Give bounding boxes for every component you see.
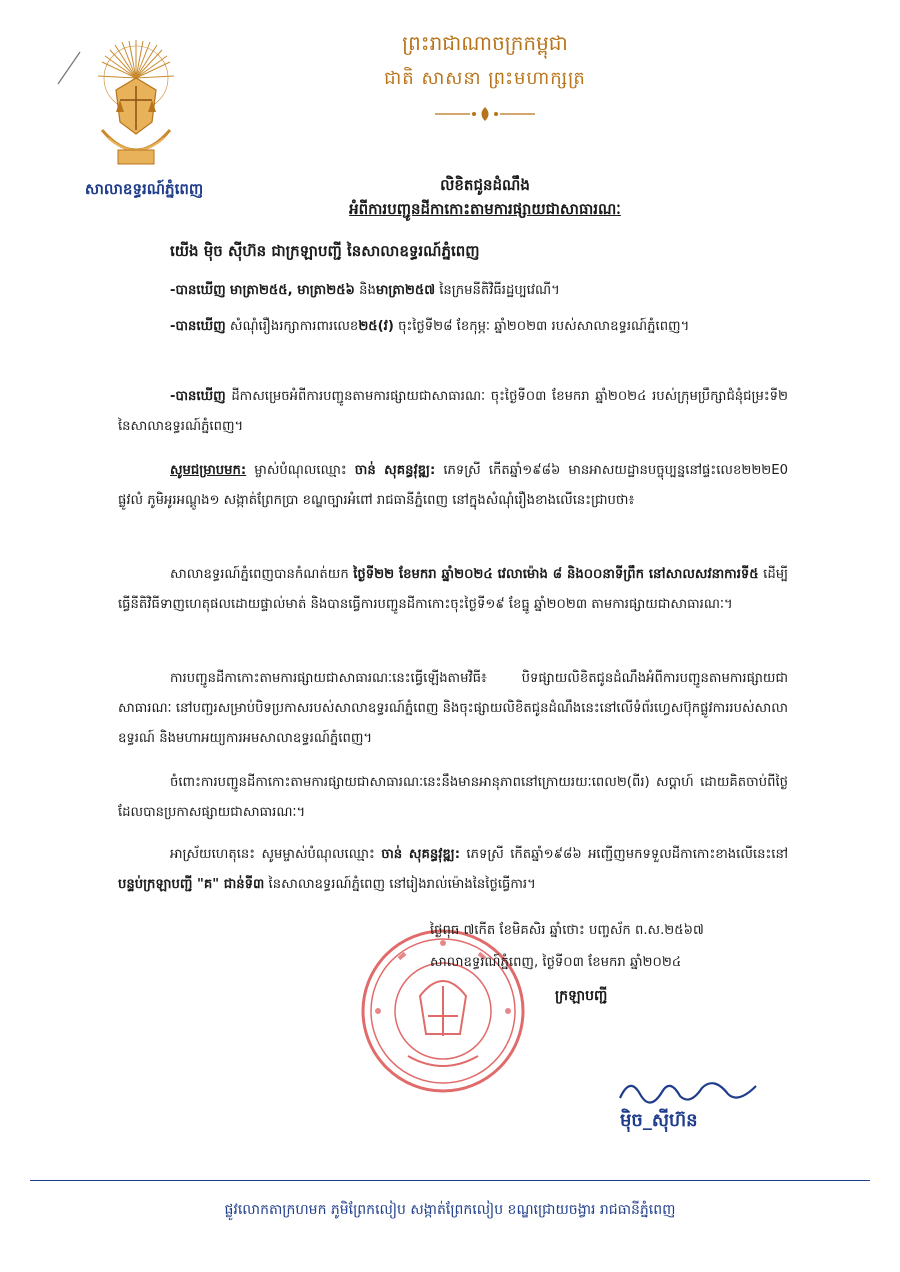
court-emblem <box>78 30 194 180</box>
and-word: និង <box>359 283 376 298</box>
hearing-purpose: ដើម្បីធ្វើនីតិវិធីទាញហេតុផលដោយផ្ទាល់មាត់ និងបានធ្វើការបញ្ជូនដីកាកោះចុះថ្ងៃទី១៩ ខែធ្នូ ឆ្នាំ២០២៣ តាមការផ្សាយជាសាធារណៈ។ <box>118 567 788 612</box>
pen-mark <box>54 48 84 88</box>
paragraph-seen-articles <box>118 276 788 306</box>
seen-label: -បានឃើញ <box>170 283 226 298</box>
paragraph-effect <box>118 768 788 828</box>
kingdom-heading: ព្រះរាជាណាចក្រកម្ពុជា <box>402 31 568 55</box>
seen-label: -បានឃើញ <box>170 319 226 334</box>
official-seal <box>358 926 528 1096</box>
ornament-divider <box>430 104 540 124</box>
decision-text: ដីកាសម្រេចអំពីការបញ្ជូនតាមការផ្សាយជាសាធារណៈ ចុះថ្ងៃទី០៣ ខែមករា ឆ្នាំ២០២៤ របស់ក្រុមប្រឹក្សាជំនុំជម្រះទី២ នៃសាលាឧទ្ធរណ៍ភ្នំពេញ។ <box>118 389 788 434</box>
effect-text: ចំពោះការបញ្ជូនដីកាកោះតាមការផ្សាយជាសាធារណៈនេះនឹងមានអានុភាពនៅក្រោយរយៈពេល២(ពីរ) សប្តាហ៍ ដោយគិតចាប់ពីថ្ងៃដែលបានប្រកាសផ្សាយជាសាធារណៈ។ <box>118 775 788 820</box>
hearing-datetime: ថ្ងៃទី២២ ខែមករា ឆ្នាំ២០២៤ វេលាម៉ោង ៨ និង០០នាទីព្រឹក នៅសាលសវនាការទី៥ <box>353 567 759 582</box>
paragraph-notification <box>118 456 788 516</box>
paragraph-seen-decision <box>118 382 788 442</box>
document-title: លិខិតជូនដំណឹង <box>440 176 530 194</box>
signer-name: ម៉ិច_ស៊ីហ៊ន <box>620 1110 698 1131</box>
creditor-details: ភេទស្រី កើតឆ្នាំ១៩៨៦ មានអាសយដ្ឋានបច្ចុប្បន្ននៅផ្ទះលេខ២២២E0 ផ្លូវលំ ភូមិអូរអណ្ដូង១ សង្កាត់ព្រែកប្រា ខណ្ឌច្បារអំពៅ រាជធានីភ្នំពេញ នៅក្នុងសំណុំរឿងខាងលើនេះជ្រាបថា៖ <box>118 463 788 508</box>
case-text: សំណុំរឿងរក្សាការពារលេខ <box>229 319 359 334</box>
footer-address: ផ្លូវលោកតាក្រហមក ភូមិព្រែកលៀប សង្កាត់ព្រែកលៀប ខណ្ឌជ្រោយចង្វារ រាជធានីភ្នំពេញ <box>224 1202 676 1218</box>
clerk-office: បន្ទប់ក្រឡាបញ្ជី "គ" ជាន់ទី៣ <box>118 877 265 892</box>
court-name: សាលាឧទ្ធរណ៍ភ្នំពេញ <box>84 180 204 198</box>
seen-label: -បានឃើញ <box>170 389 226 404</box>
document-subtitle: អំពីការបញ្ជូនដីកាកោះតាមការផ្សាយជាសាធារណៈ <box>349 200 621 218</box>
invitation-details: ភេទស្រី កើតឆ្នាំ១៩៨៦ អញ្ជើញមកទទួលដីកាកោះខាងលើនេះនៅ <box>466 847 788 862</box>
article-257: មាត្រា២៥៧ <box>375 283 436 298</box>
paragraph-invitation <box>118 840 788 900</box>
articles-ref: មាត្រា២៥៥, មាត្រា២៥៦ <box>229 283 355 298</box>
creditor-label: ម្ចាស់បំណុលឈ្មោះ <box>254 463 347 478</box>
creditor-name: ចាន់ សុគន្ធវុឌ្ឍ: <box>381 847 460 862</box>
paragraph-seen-case <box>118 312 788 342</box>
signature-stroke <box>610 1070 770 1110</box>
invitation-tail: នៃសាលាឧទ្ធរណ៍ភ្នំពេញ នៅរៀងរាល់ម៉ោងនៃថ្ងៃធ្វើការ។ <box>268 877 536 892</box>
signature <box>610 1070 770 1140</box>
case-number: ២៥(វ) <box>358 319 394 334</box>
method-text: ការបញ្ជូនដីកាកោះតាមការផ្សាយជាសាធារណៈនេះធ្វើឡើងតាមវិធី៖ បិទផ្សាយលិខិតជូនដំណឹងអំពីការបញ្ជូនតាមការផ្សាយជាសាធារណៈ នៅបញ្ជរសម្រាប់បិទប្រកាសរបស់សាលាឧទ្ធរណ៍ភ្នំពេញ និងចុះផ្សាយលិខិតជូនដំណឹងនេះនៅលើទំព័រហ្វេសប៊ុកផ្លូវការរបស់សាលាឧទ្ធរណ៍ និងមហាអយ្យការអមសាលាឧទ្ធរណ៍ភ្នំពេញ។ <box>118 671 788 746</box>
paragraph-hearing <box>118 560 788 620</box>
invitation-intro: អាស្រ័យហេតុនេះ សូមម្ចាស់បំណុលឈ្មោះ <box>170 847 375 862</box>
hearing-intro: សាលាឧទ្ធរណ៍ភ្នំពេញបានកំណត់យក <box>170 567 349 582</box>
signer-title: ក្រឡាបញ្ជី <box>555 988 608 1004</box>
lunar-date: ថ្ងៃពុធ ៧កើត ខែមិគសិរ ឆ្នាំថោះ បញ្ចស័ក ព.ស.២៥៦៧ <box>430 923 704 938</box>
paragraph-method <box>118 664 788 754</box>
place-date: សាលាឧទ្ធរណ៍ភ្នំពេញ, ថ្ងៃទី០៣ ខែមករា ឆ្នាំ២០២៤ <box>430 955 682 970</box>
civil-code-ref: នៃក្រមនីតិវិធីរដ្ឋប្បវេណី។ <box>439 283 560 298</box>
notify-label: សូមជម្រាបមក: <box>170 463 247 478</box>
footer-divider <box>30 1180 870 1181</box>
case-date: ចុះថ្ងៃទី២៨ ខែកុម្ភៈ ឆ្នាំ២០២៣ របស់សាលាឧទ្ធរណ៍ភ្នំពេញ។ <box>398 319 690 334</box>
creditor-name: ចាន់ សុគន្ធវុឌ្ឍ: <box>354 463 436 478</box>
national-motto: ជាតិ សាសនា ព្រះមហាក្សត្រ <box>384 68 586 89</box>
issuer-line: យើង ម៉ិច ស៊ីហ៊ន ជាក្រឡាបញ្ជី នៃសាលាឧទ្ធរណ៍ភ្នំពេញ <box>170 242 480 260</box>
